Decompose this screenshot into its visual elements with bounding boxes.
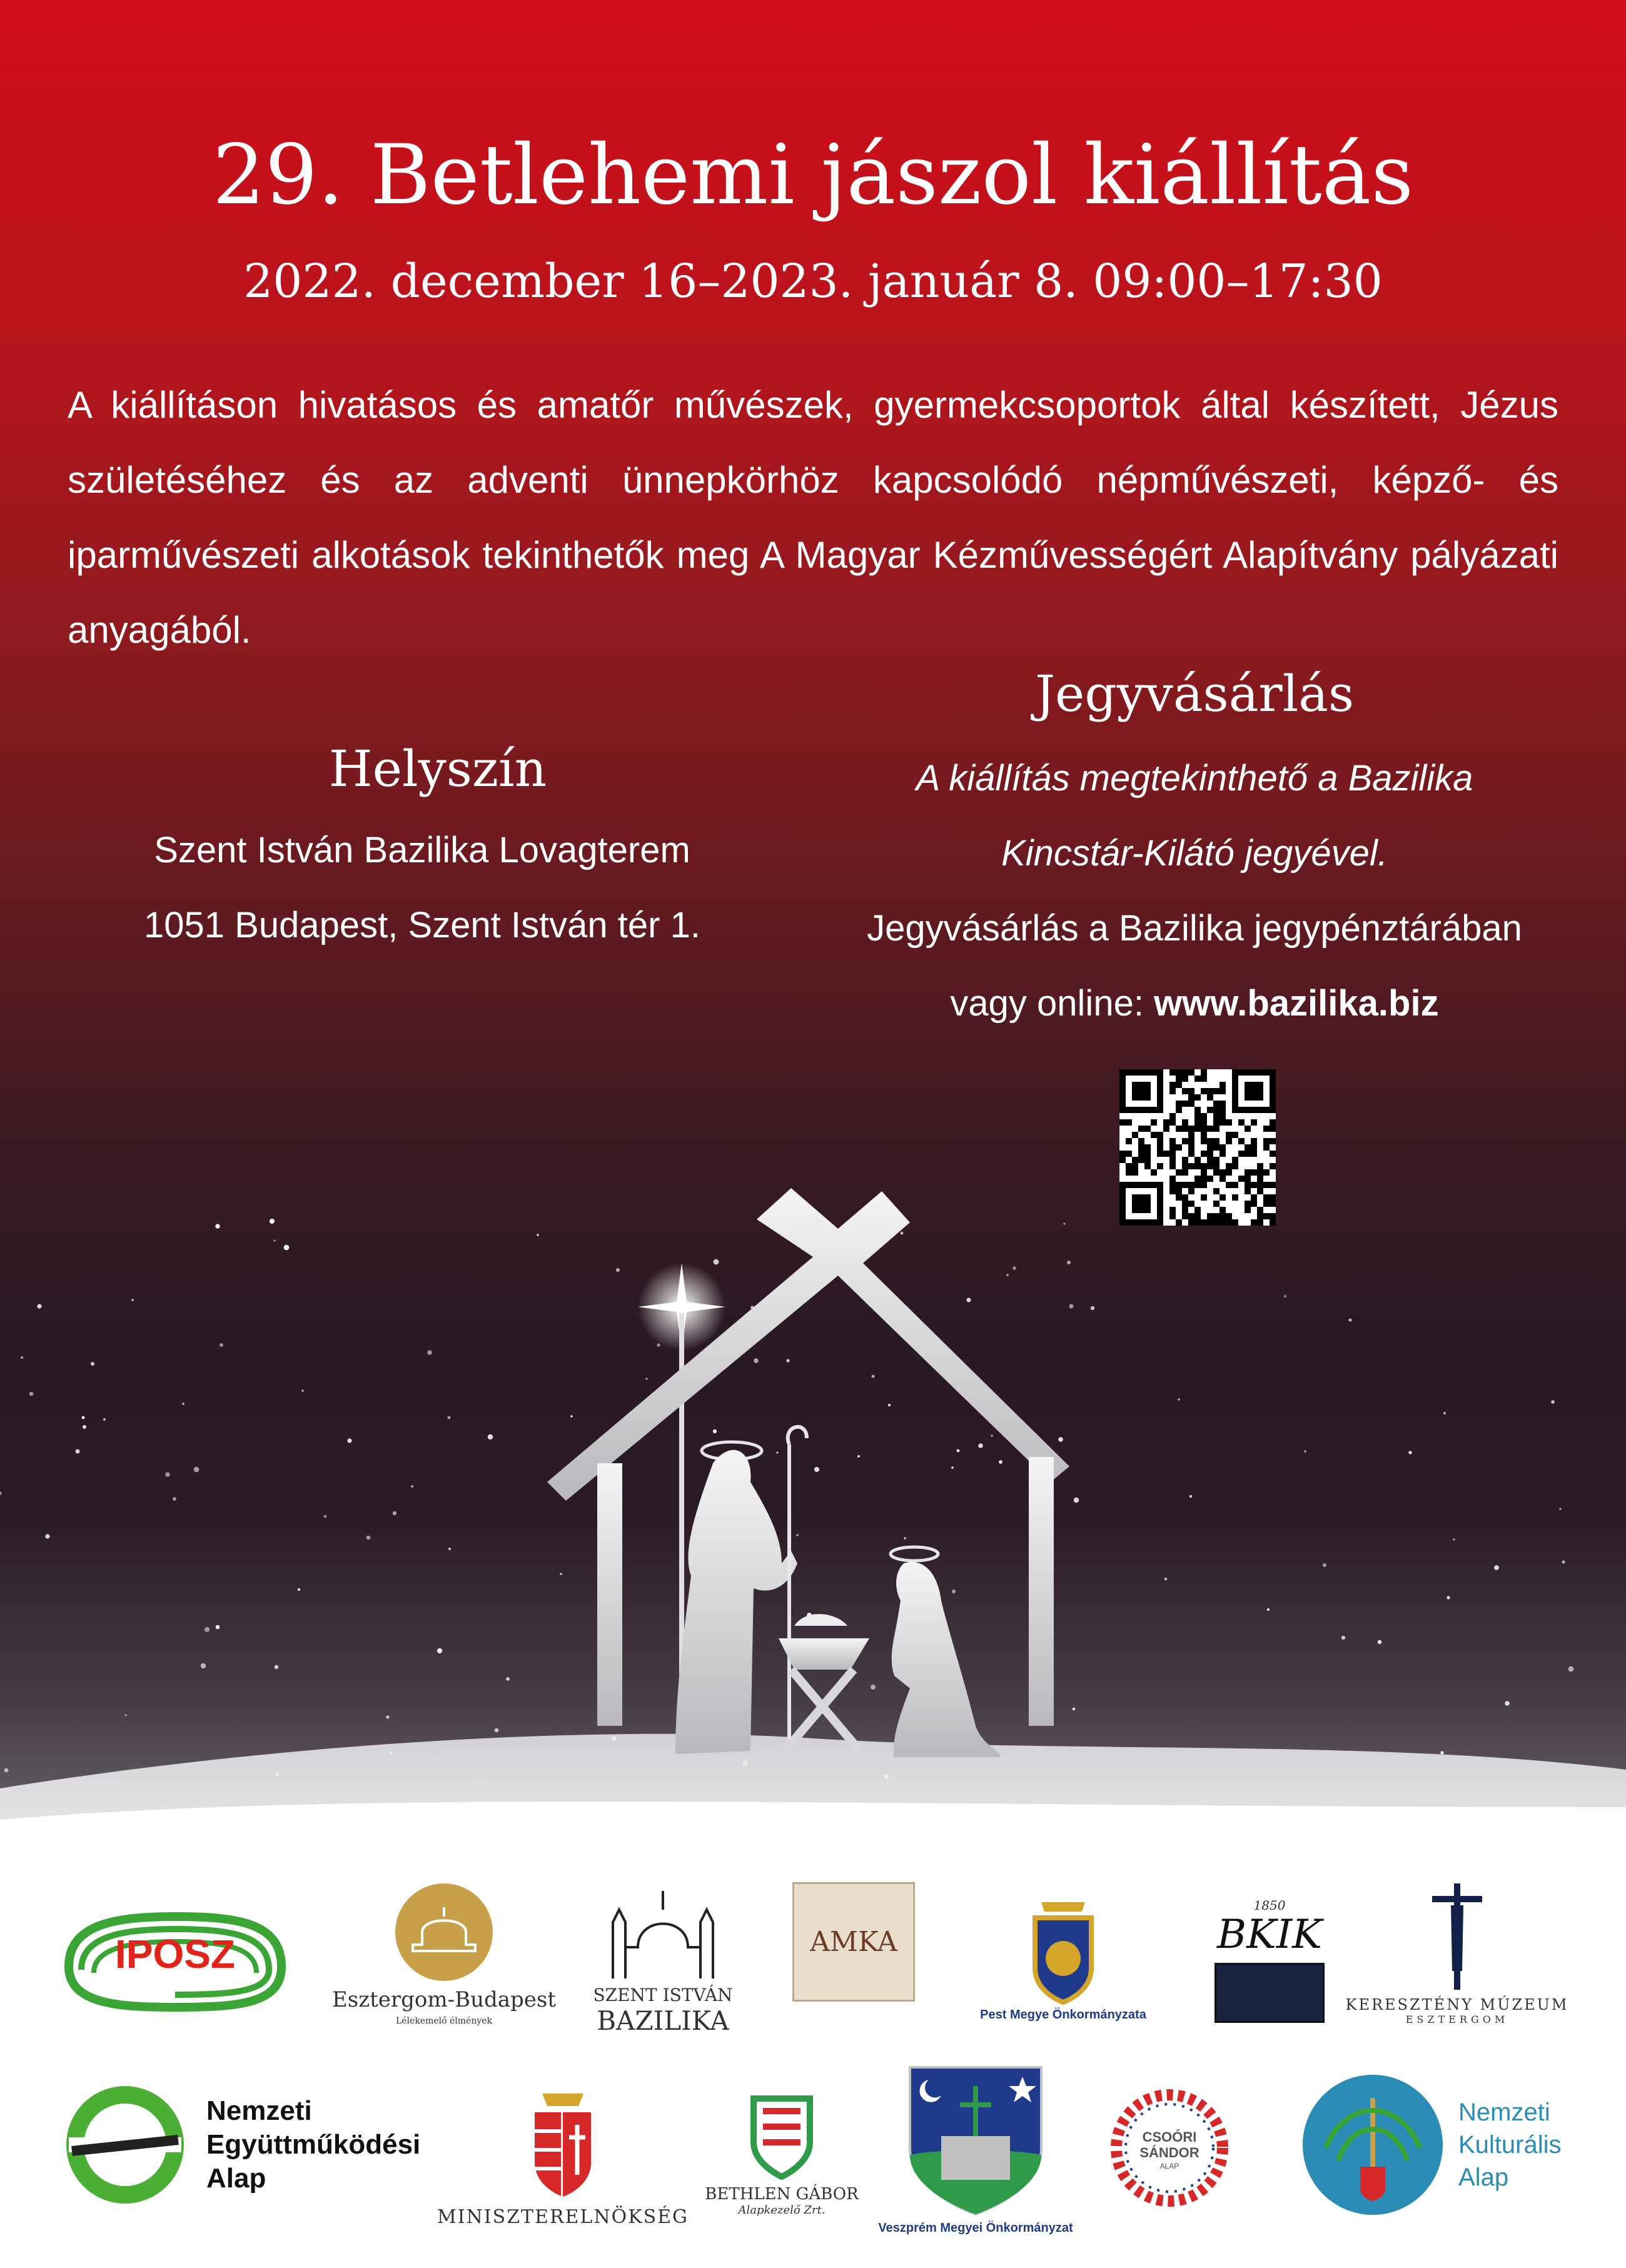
sponsor-logos <box>0 1848 1626 2268</box>
bethlen-line-2: Alapkezelő Zrt. <box>738 2203 826 2217</box>
venue-heading: Helyszín <box>328 740 547 798</box>
nka-line-2: Kulturális <box>1458 2131 1562 2159</box>
nea-line-3: Alap <box>206 2163 266 2194</box>
basilica-dome-icon <box>394 1882 494 1982</box>
veszprem-caption: Veszprém Megyei Önkormányzat <box>878 2220 1073 2235</box>
bethlen-shield-icon <box>747 2092 816 2180</box>
online-prefix: vagy online: <box>950 983 1154 1024</box>
bazilika-line-2: BAZILIKA <box>597 2005 729 2036</box>
csoori-line-3: ALAP <box>1159 2162 1179 2170</box>
kereszteny-line-2: ESZTERGOM <box>1405 2013 1509 2025</box>
tickets-line-2: Kincstár-Kilátó jegyével. <box>1001 833 1388 874</box>
tickets-line-3: Jegyvásárlás a Bazilika jegypénztárában <box>867 908 1522 949</box>
venue-line-2: 1051 Budapest, Szent István tér 1. <box>144 905 700 945</box>
intro-text: A kiállításon hivatásos és amatőr művészek, gyermekcsoportok által készített, Jézus születéséhez és az adventi ünnepkörhöz kapcsolódó népművészeti, képző- és iparművészeti alkotások tekinthetők meg A Magyar Kézművességért Alapítvány pályázati anyagából. <box>68 384 1558 651</box>
pest-caption: Pest Megye Önkormányzata <box>980 2007 1146 2022</box>
veszprem-megye-logo <box>857 2048 1094 2248</box>
amka-logo <box>791 1879 916 2004</box>
page-title: 29. Betlehemi jászol kiállítás <box>212 127 1414 223</box>
bethlen-gabor-logo <box>700 2076 863 2232</box>
tickets-line-1: A kiállítás megtekinthető a Bazilika <box>916 758 1473 799</box>
bazilika-line-1: SZENT ISTVÁN <box>593 1985 733 2005</box>
kereszteny-muzeum-logo <box>1345 1873 1570 2035</box>
csoori-line-1: CSOÓRI <box>1142 2129 1197 2145</box>
church-icon <box>600 1885 725 1978</box>
bkik-logo <box>1194 1879 1345 2042</box>
iposz-logo <box>56 1898 294 2023</box>
nka-tree-icon <box>1301 2073 1445 2217</box>
tickets-info <box>800 741 1588 1041</box>
amka-text: AMKA <box>810 1925 897 1958</box>
miniszterelnokseg-text: MINISZTERELNÖKSÉG <box>437 2205 689 2228</box>
miniszterelnokseg-logo <box>437 2073 689 2242</box>
esztergom-title: Esztergom-Budapest <box>331 1987 557 2012</box>
event-dates: 2022. december 16–2023. január 8. 09:00–17:30 <box>243 255 1383 308</box>
bkik-year: 1850 <box>1253 1898 1286 1913</box>
esztergom-budapest-logo <box>325 1873 563 2035</box>
bethlen-line-1: BETHLEN GÁBOR <box>705 2184 859 2204</box>
csoori-sandor-alap-logo <box>1101 2076 1238 2220</box>
nka-line-1: Nemzeti <box>1458 2099 1550 2126</box>
tickets-heading: Jegyvásárlás <box>1034 665 1355 723</box>
hungarian-coat-of-arms-icon <box>528 2087 597 2200</box>
kereszteny-line-1: KERESZTÉNY MÚZEUM <box>1345 1995 1569 2013</box>
iposz-text: IPOSZ <box>114 1932 236 1977</box>
nativity-scene-illustration <box>0 1188 1626 1851</box>
nka-line-3: Alap <box>1458 2164 1509 2191</box>
tickets-line-4 <box>800 966 1588 1041</box>
csoori-line-2: SÁNDOR <box>1139 2145 1199 2160</box>
venue-address <box>63 813 782 963</box>
nea-line-1: Nemzeti <box>206 2095 312 2126</box>
website-link[interactable]: www.bazilika.biz <box>1154 983 1439 1024</box>
veszprem-coat-of-arms-icon <box>904 2061 1048 2217</box>
nea-line-2: Együttműködési <box>206 2129 421 2160</box>
nea-ring-icon <box>63 2082 188 2207</box>
nemzeti-egyuttmukodesi-alap-logo <box>63 2076 450 2214</box>
venue-line-1: Szent István Bazilika Lovagterem <box>154 830 690 870</box>
bkik-text: BKIK <box>1217 1912 1322 1958</box>
pest-coat-of-arms-icon <box>1016 1899 1110 2005</box>
nemzeti-kulturalis-alap-logo <box>1301 2064 1595 2226</box>
csoori-floral-ring-icon <box>1104 2082 1235 2214</box>
iposz-icon <box>56 1898 294 2023</box>
esztergom-subtitle: Lélekemelő élmények <box>395 2016 493 2026</box>
pest-megye-logo <box>957 1879 1169 2042</box>
crucifix-icon <box>1432 1883 1482 1990</box>
szent-istvan-bazilika-logo <box>582 1873 744 2048</box>
